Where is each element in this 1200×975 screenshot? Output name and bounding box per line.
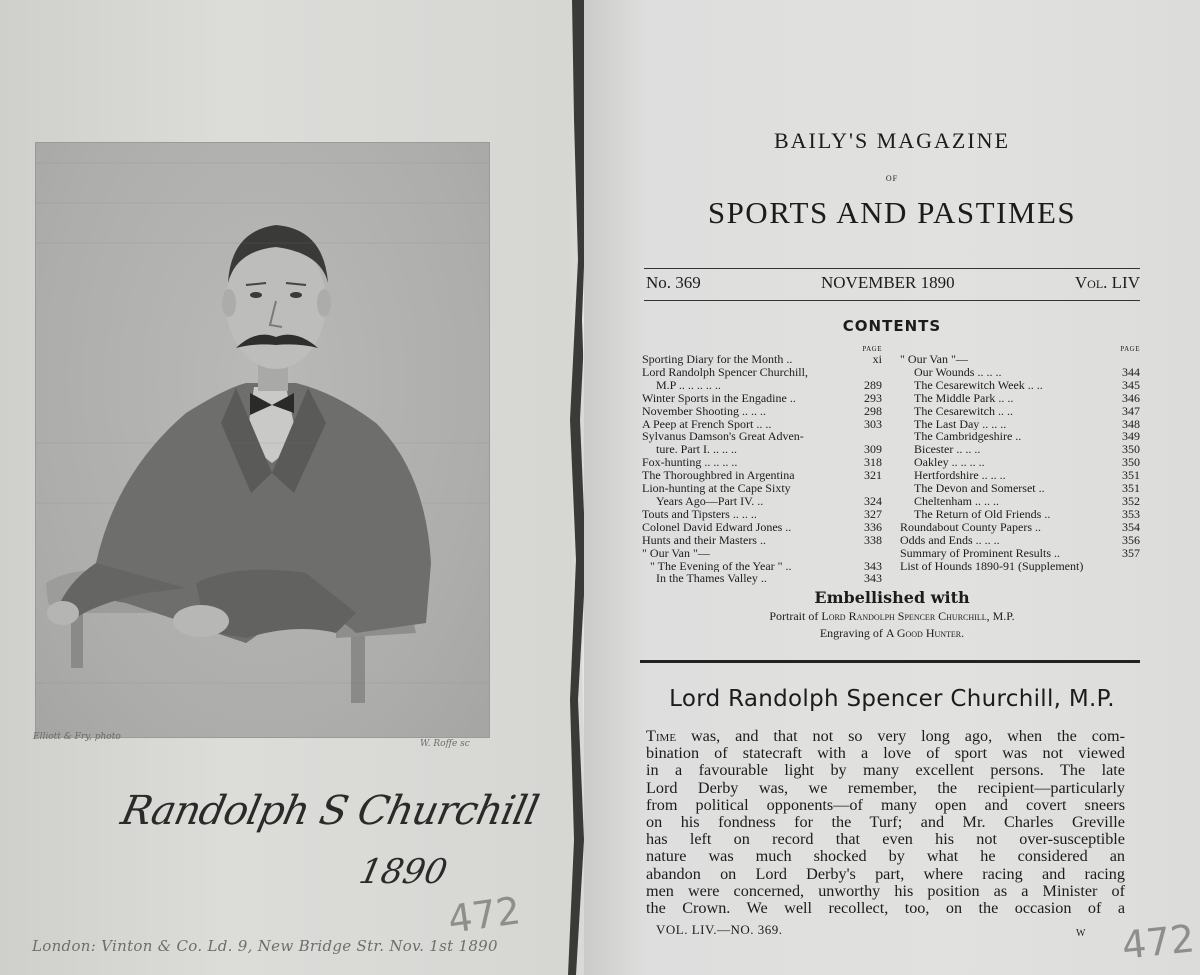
issue-line: [646, 273, 1140, 293]
contents-entry: [642, 547, 882, 560]
embellished-name: A Good Hunter: [885, 626, 962, 640]
contents-heading: CONTENTS: [842, 317, 942, 335]
contents-entry-title: In the Thames Valley ..: [656, 572, 767, 586]
article-line-text: nature was much shocked by what he considered an: [646, 847, 1125, 866]
contents-entry-title: November Shooting .. .. ..: [642, 404, 766, 418]
portrait-plate: [35, 142, 490, 738]
contents-entry: [900, 366, 1140, 379]
contents-entry: [642, 392, 882, 405]
contents-entry-title: Fox-hunting .. .. .. ..: [642, 456, 738, 470]
contents-entry-title: Odds and Ends .. .. ..: [900, 533, 1000, 547]
contents-entry: [900, 495, 1140, 508]
contents-entry-page: xi: [872, 352, 882, 366]
contents-entry: [900, 430, 1140, 443]
contents-entry: [900, 534, 1140, 547]
contents-entry-title: " Our Van "—: [642, 546, 710, 560]
contents-entry-title: ture. Part I. .. .. ..: [656, 443, 737, 457]
contents-entry: [642, 353, 882, 366]
contents-entry-page: 348: [1122, 416, 1140, 431]
contents-entry: [642, 534, 882, 547]
handwritten-signature: Randolph S Churchill: [117, 788, 543, 834]
signature-mark: W: [1076, 928, 1086, 939]
contents-entry-page: 350: [1122, 442, 1140, 457]
article-line: [646, 780, 1125, 797]
contents-entry-title: Colonel David Edward Jones ..: [642, 520, 792, 534]
contents-entry-page: 347: [1122, 403, 1140, 418]
contents-entry: [642, 430, 882, 443]
article-line: [646, 900, 1125, 917]
article-line-text: from political opponents—of many open and covert sneers: [646, 795, 1125, 814]
contents-entry-page: 352: [1122, 493, 1140, 508]
contents-entry-page: 356: [1122, 532, 1140, 547]
article-line-text: Lord Derby was, we remember, the recipient—particularly: [646, 778, 1125, 797]
issue-volume: Vol. LIV: [1074, 273, 1140, 292]
article-title: Lord Randolph Spencer Churchill, M.P.: [669, 686, 1115, 712]
contents-entry: [900, 418, 1140, 431]
contents-entry-title: Lord Randolph Spencer Churchill,: [642, 365, 808, 379]
footer-volume: VOL. LIV.—NO. 369.: [656, 922, 783, 937]
contents-entry-page: 298: [864, 403, 882, 418]
article-first-word: Time: [646, 727, 677, 745]
article-line: [646, 797, 1125, 814]
contents-entry-page: 353: [1122, 506, 1140, 521]
contents-entry: [900, 443, 1140, 456]
magazine-of: OF: [885, 174, 899, 183]
contents-entry-title: The Cesarewitch .. ..: [914, 404, 1013, 418]
signature-year: 1890: [355, 852, 451, 892]
contents-entry: [900, 405, 1140, 418]
contents-entry: [642, 495, 882, 508]
contents-entry-title: Hertfordshire .. .. ..: [914, 469, 1006, 483]
contents-entry: [642, 508, 882, 521]
contents-entry-title: The Last Day .. .. ..: [914, 417, 1007, 431]
contents-entry: [900, 353, 1140, 366]
article-line: [646, 848, 1125, 865]
contents-entry-page: 324: [864, 493, 882, 508]
article-line-text: was, and that not so very long ago, when the com-: [676, 727, 1125, 745]
contents-entry: [642, 443, 882, 456]
embellished-prefix: Engraving of: [819, 626, 886, 640]
contents-entry-title: Lion-hunting at the Cape Sixty: [642, 482, 791, 495]
article-line-text: the Crown. We well recollect, too, on the occasion of a: [646, 899, 1125, 918]
contents-entry-title: The Middle Park .. ..: [914, 391, 1014, 405]
contents-entry-page: 338: [864, 532, 882, 547]
contents-entry-title: Oakley .. .. .. ..: [914, 456, 985, 470]
contents-entry-page: 346: [1122, 390, 1140, 405]
engraver-credit: W. Roffe sc: [420, 739, 470, 749]
magazine-subtitle: SPORTS AND PASTIMES: [707, 195, 1077, 230]
embellished-prefix: Portrait of: [769, 609, 822, 623]
contents-entry: [642, 366, 882, 379]
contents-entry-page: 351: [1122, 481, 1140, 496]
contents-entry-title: The Return of Old Friends ..: [914, 507, 1051, 521]
pencil-page-number: 472: [1119, 916, 1197, 968]
contents-entry-page: 343: [864, 571, 882, 586]
contents-entry-page: 336: [864, 519, 882, 534]
contents-entry: [900, 482, 1140, 495]
contents-entry: [900, 560, 1140, 573]
contents-entry-page: 293: [864, 390, 882, 405]
contents-entry-page: 321: [864, 468, 882, 483]
contents-entry-title: The Thoroughbred in Argentina: [642, 469, 795, 483]
page-label: PAGE: [1120, 345, 1140, 353]
contents-entry-title: Roundabout County Papers ..: [900, 520, 1041, 534]
contents-entry-page: 354: [1122, 519, 1140, 534]
contents-entry-title: Touts and Tipsters .. .. ..: [642, 507, 757, 521]
contents-entry-title: Bicester .. .. ..: [914, 443, 981, 457]
contents-entry-page: 349: [1122, 429, 1140, 444]
contents-entry-page: 351: [1122, 468, 1140, 483]
contents-entry-page: 350: [1122, 455, 1140, 470]
article-line-text: in a favourable light by many excellent persons. The late: [646, 761, 1125, 780]
contents-entry: [642, 456, 882, 469]
contents-entry-title: Cheltenham .. .. ..: [914, 494, 999, 508]
contents-entry-page: 345: [1122, 377, 1140, 392]
contents-entry-title: M.P .. .. .. .. ..: [656, 378, 721, 392]
contents-entry: [900, 392, 1140, 405]
contents-entry-title: The Cesarewitch Week .. ..: [914, 378, 1043, 392]
embellished-suffix: , M.P.: [986, 609, 1015, 623]
contents-entry-title: Winter Sports in the Engadine ..: [642, 391, 796, 405]
contents-entry-page: 344: [1122, 364, 1140, 379]
embellished-name: Lord Randolph Spencer Churchill: [821, 609, 987, 623]
contents-entry-page: 309: [864, 442, 882, 457]
contents-entry-title: The Devon and Somerset ..: [914, 482, 1045, 495]
contents-entry-title: Years Ago—Part IV. ..: [656, 494, 764, 508]
article-line: [646, 866, 1125, 883]
page-label: PAGE: [862, 345, 882, 353]
article-line: [646, 728, 1125, 745]
issue-number: No. 369: [646, 273, 701, 292]
photographer-credit: Elliott & Fry, photo: [33, 732, 121, 742]
contents-entry-title: Hunts and their Masters ..: [642, 533, 766, 547]
contents-entry-title: " Our Van "—: [900, 353, 968, 366]
contents-entry-title: A Peep at French Sport .. ..: [642, 417, 772, 431]
contents-entry-page: 343: [864, 558, 882, 573]
contents-column-right: [900, 345, 1140, 572]
contents-entry: [642, 405, 882, 418]
contents-entry: [642, 379, 882, 392]
contents-entry: [642, 572, 882, 585]
contents-entry-title: The Cambridgeshire ..: [914, 430, 1022, 444]
issue-date: NOVEMBER 1890: [821, 273, 955, 292]
contents-entry-title: Summary of Prominent Results ..: [900, 546, 1060, 560]
contents-entry-page: 327: [864, 506, 882, 521]
article-line: [646, 745, 1125, 762]
contents-entry: [900, 379, 1140, 392]
contents-entry-title: Sporting Diary for the Month ..: [642, 353, 793, 366]
article-line-text: bination of statecraft with a love of sport was not viewed: [646, 744, 1125, 763]
contents-entry-page: 318: [864, 455, 882, 470]
contents-entry: [900, 456, 1140, 469]
contents-entry-page: 289: [864, 377, 882, 392]
embellished-heading: Embellished with: [814, 588, 970, 607]
embellished-portrait-line: [584, 609, 1200, 624]
contents-entry-title: Sylvanus Damson's Great Adven-: [642, 430, 804, 444]
article-line-text: has left on record that even his not over-susceptible: [646, 830, 1125, 849]
contents-entry: [900, 521, 1140, 534]
contents-entry-page: 357: [1122, 545, 1140, 560]
issue-rule-bottom: [644, 300, 1140, 301]
article-line: [646, 831, 1125, 848]
article-line-text: abandon on Lord Derby's part, where racing and racing: [646, 864, 1125, 883]
contents-entry: [900, 508, 1140, 521]
contents-entry: [900, 547, 1140, 560]
article-line: [646, 762, 1125, 779]
contents-entry-title: Our Wounds .. .. ..: [914, 365, 1002, 379]
pencil-page-number: 472: [445, 888, 524, 942]
issue-rule-top: [644, 268, 1140, 269]
contents-column-left: [642, 345, 882, 585]
contents-entry: [642, 482, 882, 495]
magazine-title: BAILY'S MAGAZINE: [773, 128, 1011, 153]
right-page: [584, 0, 1200, 975]
article-body: [646, 728, 1125, 917]
publisher-line: London: Vinton & Co. Ld. 9, New Bridge Str. Nov. 1st 1890: [32, 937, 498, 955]
contents-entry: [642, 469, 882, 482]
article-line: [646, 814, 1125, 831]
contents-entry-page: 303: [864, 416, 882, 431]
portrait-engraving: [36, 143, 490, 738]
contents-entry: [642, 521, 882, 534]
article-line-text: on his fondness for the Turf; and Mr. Charles Greville: [646, 813, 1125, 832]
contents-entry: [900, 469, 1140, 482]
contents-entry-title: List of Hounds 1890-91 (Supplement): [900, 559, 1084, 573]
contents-entry: [642, 418, 882, 431]
embellished-engraving-line: [584, 626, 1200, 641]
article-line: [646, 883, 1125, 900]
article-line-text: men were concerned, unworthy his position as a Minister of: [646, 881, 1125, 900]
left-page: [0, 0, 572, 975]
contents-entry: [642, 560, 882, 573]
embellished-suffix: .: [961, 626, 965, 640]
contents-entry-title: " The Evening of the Year " ..: [650, 559, 792, 573]
article-rule: [640, 660, 1140, 663]
